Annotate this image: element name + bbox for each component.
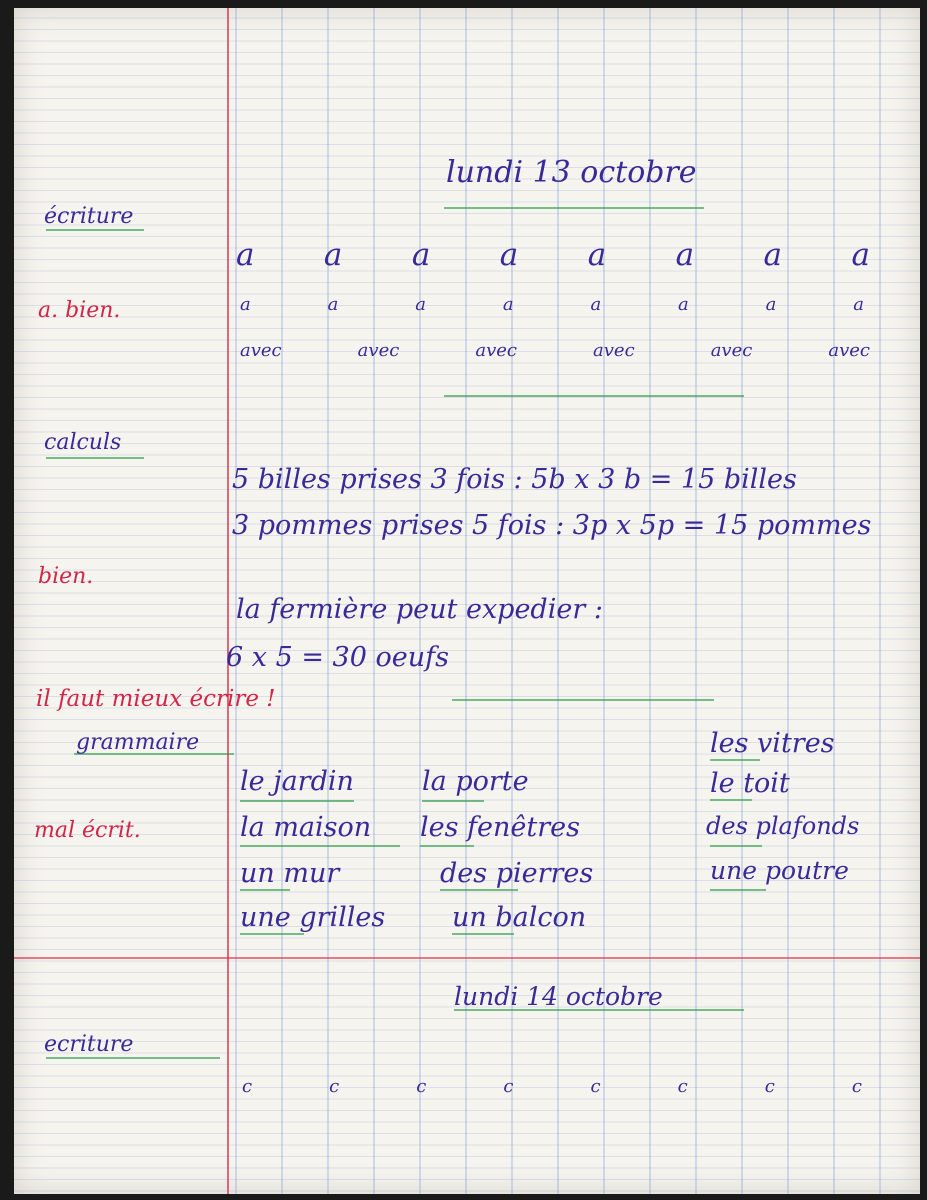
problem-line-1: la fermière peut expedier : [236, 594, 603, 625]
practice-letter: c [503, 1076, 514, 1097]
avec-row [240, 342, 870, 360]
practice-letter: a [590, 294, 602, 315]
grammar-item: la maison [240, 812, 372, 843]
grammar-item: un balcon [452, 902, 587, 933]
grammar-item: une poutre [710, 856, 849, 885]
letters-c-row [242, 1078, 862, 1096]
practice-letter: a [411, 237, 431, 273]
practice-letter: c [851, 1076, 862, 1097]
grammaire-label: grammaire [76, 730, 200, 755]
practice-letter: c [242, 1076, 253, 1097]
notebook-page [14, 8, 920, 1194]
grammar-item: le toit [710, 768, 790, 799]
grammar-item: des pierres [440, 858, 594, 889]
practice-letter: a [323, 237, 343, 273]
practice-word: avec [240, 340, 282, 361]
practice-letter: a [236, 237, 255, 273]
practice-letter: a [765, 294, 777, 315]
grammar-item: le jardin [240, 766, 354, 797]
practice-letter: a [675, 237, 695, 273]
grade-a-bien: a. bien. [38, 298, 121, 323]
practice-letter: a [678, 294, 689, 315]
practice-word: avec [475, 340, 517, 361]
grammar-item: un mur [240, 858, 340, 889]
practice-letter: a [240, 294, 251, 315]
teacher-comment: il faut mieux écrire ! [36, 686, 276, 712]
grammar-item: les fenêtres [420, 812, 580, 843]
practice-letter: c [329, 1076, 340, 1097]
practice-letter: a [415, 294, 426, 315]
grade-mal-ecrit: mal écrit. [34, 818, 141, 843]
practice-letter: c [764, 1076, 775, 1097]
calculs-label: calculs [44, 430, 122, 455]
practice-word: avec [828, 340, 870, 361]
ecriture-label: écriture [44, 204, 134, 229]
calc-line-1: 5 billes prises 3 fois : 5b x 3 b = 15 billes [232, 464, 797, 495]
grammar-item: les vitres [710, 728, 835, 759]
calc-line-2: 3 pommes prises 5 fois : 3p x 5p = 15 pommes [232, 510, 872, 541]
practice-letter: c [677, 1076, 688, 1097]
ecriture-label-2: ecriture [44, 1032, 134, 1057]
grammar-item: la porte [422, 766, 529, 797]
grammar-item: des plafonds [706, 812, 860, 840]
practice-word: avec [710, 340, 753, 361]
practice-letter: a [763, 237, 783, 273]
practice-letter: a [327, 294, 339, 315]
letters-small-row [240, 296, 864, 314]
practice-letter: a [587, 237, 607, 273]
grammar-item: une grilles [240, 902, 386, 933]
grade-calc-bien: bien. [38, 564, 94, 589]
problem-line-2: 6 x 5 = 30 oeufs [226, 642, 449, 673]
practice-word: avec [357, 340, 400, 361]
practice-letter: a [499, 237, 519, 273]
practice-letter: a [851, 237, 870, 273]
lesson2-date: lundi 14 octobre [454, 982, 663, 1011]
practice-word: avec [593, 340, 635, 361]
practice-letter: c [590, 1076, 601, 1097]
practice-letter: a [853, 294, 864, 315]
practice-letter: a [502, 294, 514, 315]
letters-big-row [236, 237, 870, 273]
lesson1-date: lundi 13 octobre [446, 155, 697, 190]
practice-letter: c [416, 1076, 427, 1097]
